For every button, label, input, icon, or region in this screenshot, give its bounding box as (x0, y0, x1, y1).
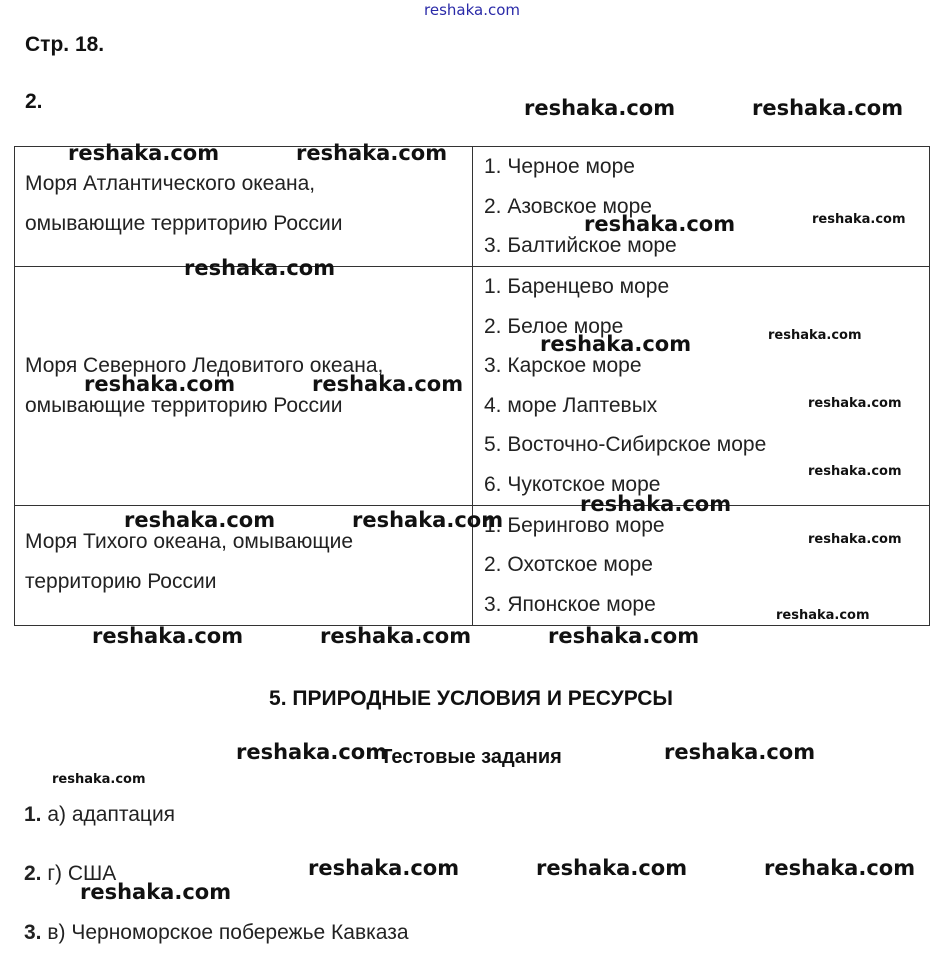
list-item: 5. Восточно-Сибирское море (484, 433, 767, 457)
watermark: reshaka.com (320, 624, 472, 648)
list-item: 3. Японское море (484, 592, 656, 616)
list-item: 2. Белое море (484, 314, 624, 338)
list-item: 2. Охотское море (484, 553, 653, 577)
watermark: reshaka.com (124, 508, 276, 532)
watermark: reshaka.com (184, 256, 336, 280)
list-item: 1. Берингово море (484, 513, 665, 537)
watermark: reshaka.com (752, 96, 904, 120)
watermark: reshaka.com (312, 372, 464, 396)
page-label: Стр. 18. (25, 33, 105, 56)
watermark: reshaka.com (84, 372, 236, 396)
watermark: reshaka.com (80, 880, 232, 904)
watermark: reshaka.com (296, 141, 448, 165)
watermark: reshaka.com (540, 332, 692, 356)
list-item: 3. Карское море (484, 354, 642, 378)
ocean-label: Моря Северного Ледовитого океана, омывающие территорию России (25, 353, 384, 417)
watermark: reshaka.com (808, 464, 902, 479)
watermark: reshaka.com (92, 624, 244, 648)
watermark: reshaka.com (768, 328, 862, 343)
watermark: reshaka.com (524, 96, 676, 120)
ocean-label: Моря Атлантического океана, омывающие территорию России (25, 171, 343, 235)
watermark: reshaka.com (584, 212, 736, 236)
answer-3 (24, 922, 409, 943)
answer-number: 2. (24, 862, 42, 885)
answer-text: г) США (47, 862, 117, 885)
task-number: 2. (25, 90, 43, 113)
list-item: 4. море Лаптевых (484, 393, 658, 417)
watermark: reshaka.com (308, 856, 460, 880)
list-item: 6. Чукотское море (484, 472, 661, 496)
section-title: 5. ПРИРОДНЫЕ УСЛОВИЯ И РЕСУРСЫ (269, 687, 673, 710)
list-item: 1. Черное море (484, 155, 635, 178)
answer-number: 3. (24, 921, 42, 944)
watermark: reshaka.com (52, 772, 146, 787)
watermark: reshaka.com (236, 740, 388, 764)
answer-number: 1. (24, 803, 42, 826)
watermark: reshaka.com (536, 856, 688, 880)
watermark: reshaka.com (808, 532, 902, 547)
list-item: 3. Балтийское море (484, 234, 677, 258)
watermark: reshaka.com (68, 141, 220, 165)
watermark-top-link: reshaka.com (424, 1, 520, 19)
watermark: reshaka.com (352, 508, 504, 532)
watermark: reshaka.com (808, 396, 902, 411)
watermark: reshaka.com (764, 856, 916, 880)
watermark: reshaka.com (664, 740, 816, 764)
seas-cell (473, 147, 930, 267)
section-subtitle: Тестовые задания (380, 746, 562, 768)
watermark: reshaka.com (776, 608, 870, 623)
watermark: reshaka.com (812, 212, 906, 227)
watermark: reshaka.com (580, 492, 732, 516)
list-item: 2. Азовское море (484, 194, 652, 218)
answer-text: в) Черноморское побережье Кавказа (47, 921, 409, 944)
answer-1 (24, 804, 175, 825)
ocean-label: Моря Тихого океана, омывающие территорию России (25, 530, 354, 594)
list-item: 1. Баренцево море (484, 275, 670, 298)
answer-text: а) адаптация (47, 803, 176, 826)
watermark: reshaka.com (548, 624, 700, 648)
